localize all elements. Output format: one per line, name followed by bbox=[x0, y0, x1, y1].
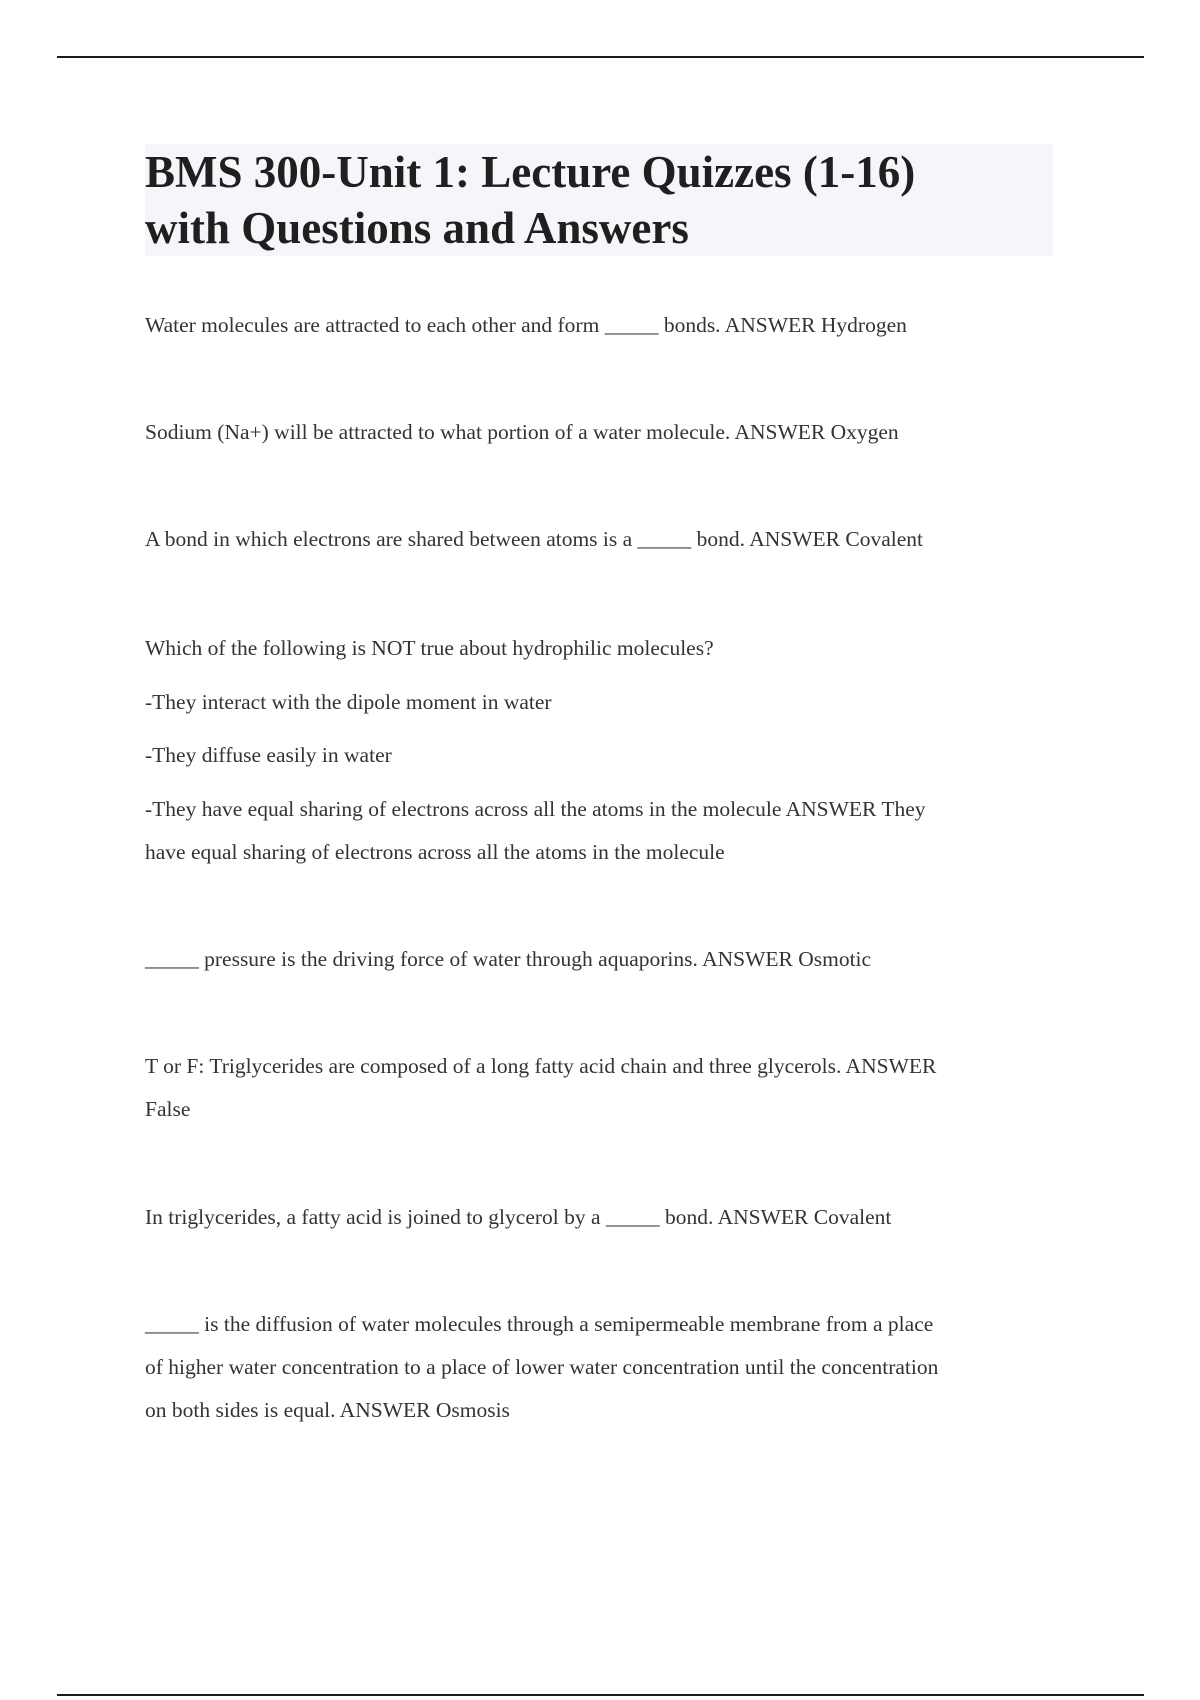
text-line: _____ is the diffusion of water molecules through a semipermeable membrane from a place bbox=[145, 1312, 934, 1336]
question-covalent-bond bbox=[145, 518, 1045, 561]
question-fatty-acid-bond bbox=[145, 1196, 1045, 1239]
question-hydrophilic bbox=[145, 627, 1045, 670]
text-line: -They interact with the dipole moment in water bbox=[145, 690, 552, 714]
document-title bbox=[145, 144, 915, 256]
title-line: with Questions and Answers bbox=[145, 203, 689, 253]
option-dipole bbox=[145, 681, 1045, 724]
option-diffuse bbox=[145, 734, 1045, 777]
bottom-rule bbox=[57, 1694, 1144, 1696]
title-line: BMS 300-Unit 1: Lecture Quizzes (1-16) bbox=[145, 147, 916, 197]
text-line: In triglycerides, a fatty acid is joined to glycerol by a _____ bond. ANSWER Covalent bbox=[145, 1205, 892, 1229]
text-line: False bbox=[145, 1097, 191, 1121]
option-equal-sharing bbox=[145, 788, 1045, 874]
text-line: -They diffuse easily in water bbox=[145, 743, 392, 767]
text-line: have equal sharing of electrons across all the atoms in the molecule bbox=[145, 840, 725, 864]
text-line: T or F: Triglycerides are composed of a long fatty acid chain and three glycerols. ANSWER bbox=[145, 1054, 937, 1078]
text-line: Water molecules are attracted to each other and form _____ bonds. ANSWER Hydrogen bbox=[145, 313, 907, 337]
question-sodium-attraction bbox=[145, 411, 1045, 454]
top-rule bbox=[57, 56, 1144, 58]
text-line: Sodium (Na+) will be attracted to what portion of a water molecule. ANSWER Oxygen bbox=[145, 420, 899, 444]
title-block bbox=[145, 144, 1053, 256]
text-line: _____ pressure is the driving force of water through aquaporins. ANSWER Osmotic bbox=[145, 947, 872, 971]
question-hydrogen-bonds bbox=[145, 304, 1045, 347]
text-line: on both sides is equal. ANSWER Osmosis bbox=[145, 1398, 510, 1422]
text-line: Which of the following is NOT true about hydrophilic molecules? bbox=[145, 636, 714, 660]
text-line: A bond in which electrons are shared between atoms is a _____ bond. ANSWER Covalent bbox=[145, 527, 924, 551]
text-line: -They have equal sharing of electrons across all the atoms in the molecule ANSWER They bbox=[145, 797, 926, 821]
question-osmotic-pressure bbox=[145, 938, 1045, 981]
text-line: of higher water concentration to a place of lower water concentration until the concentration bbox=[145, 1355, 939, 1379]
question-triglycerides-tf bbox=[145, 1045, 1045, 1131]
question-osmosis bbox=[145, 1303, 1045, 1432]
